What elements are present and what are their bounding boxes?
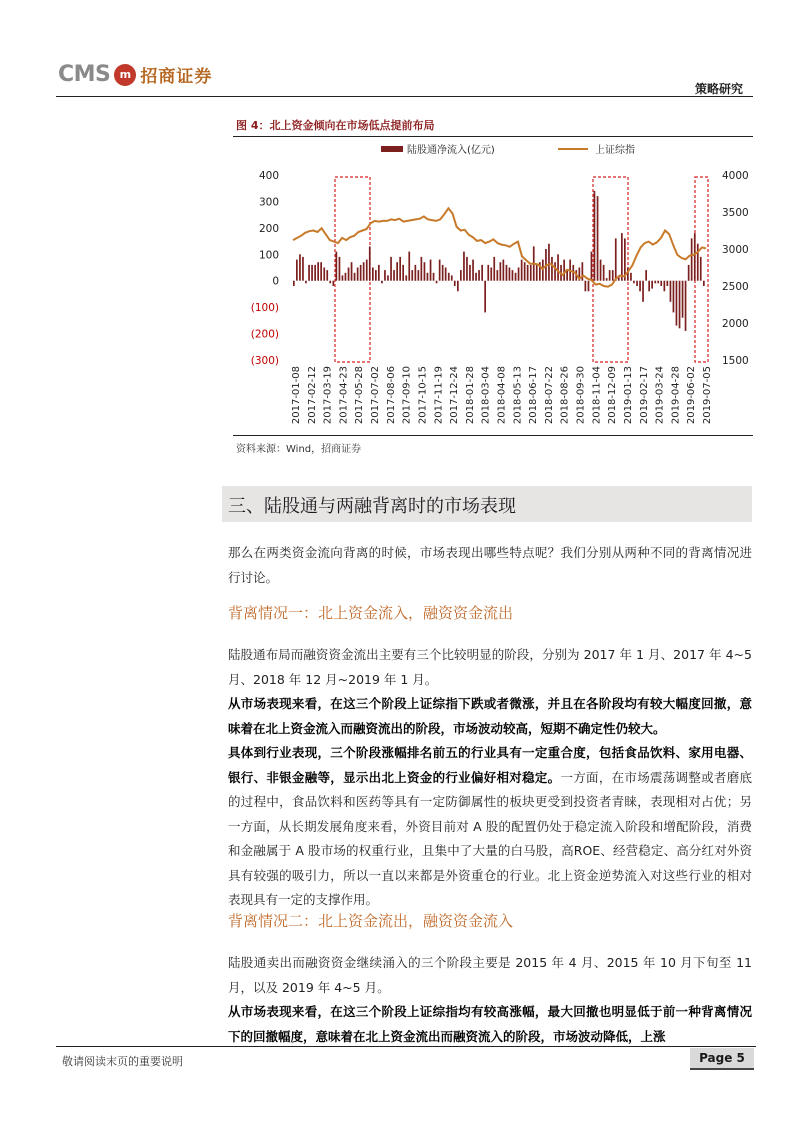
x-tick-label: 2017-07-02 — [370, 366, 381, 425]
x-tick-label: 2017-08-06 — [385, 366, 397, 425]
inflow-bar — [536, 265, 538, 281]
inflow-bar — [323, 268, 325, 281]
inflow-bar — [487, 265, 489, 281]
x-tick-label: 2018-08-26 — [559, 366, 571, 425]
inflow-bar — [615, 238, 617, 280]
inflow-bar — [548, 244, 550, 281]
inflow-bar — [345, 273, 347, 281]
paragraph-case-one-periods: 陆股通布局而融资资金流出主要有三个比较明显的阶段，分别为 2017 年 1 月、2017 年 4~5 月、2018 年 12 月~2019 年 1 月。 — [228, 647, 752, 687]
inflow-bar — [466, 257, 468, 281]
inflow-bars — [293, 191, 705, 331]
inflow-bar — [651, 281, 653, 289]
industry-rest-text: 一方面，在市场震荡调整或者磨底的过程中，食品饮料和医药等具有一定防御属性的板块更受到投资者青睐，表现相对占优；另一方面，从长期发展角度来看，外资目前对 A 股的配置仍处于稳定流入阶段和增配阶段，消费和金融属于 A 股市场的权重行业，且集中了大量的白马股，高ROE、经营稳定、高分红对外资具有较强的吸引力，所以一直以来都是外资重仓的行业。北上资金逆势流入对这些行业的相对表现具有一定的支撑作用。 — [228, 769, 752, 907]
inflow-bar — [588, 281, 590, 292]
inflow-bar — [600, 260, 602, 281]
inflow-bar — [703, 281, 705, 286]
logo-chinese: 招商证券 — [140, 67, 213, 87]
x-tick-label: 2018-05-13 — [512, 366, 524, 425]
right-tick-label: 2000 — [722, 318, 749, 330]
company-logo — [58, 62, 212, 87]
inflow-bar — [606, 278, 608, 281]
inflow-bar — [396, 262, 398, 281]
inflow-bar — [503, 260, 505, 281]
left-tick-label: 300 — [258, 196, 279, 209]
inflow-bar — [551, 257, 553, 281]
x-tick-label: 2017-09-10 — [401, 366, 413, 425]
inflow-bar — [336, 252, 338, 281]
inflow-bar — [679, 281, 681, 329]
chart — [233, 138, 753, 434]
inflow-bar — [497, 270, 499, 281]
inflow-bar — [448, 273, 450, 281]
inflow-bar — [648, 281, 650, 292]
inflow-bar — [478, 270, 480, 281]
inflow-bar — [667, 281, 669, 286]
inflow-bar — [633, 281, 635, 284]
paragraph-intro: 那么在两类资金流向背离的时候，市场表现出哪些特点呢？我们分别从两种不同的背离情况进行讨论。 — [228, 545, 752, 585]
inflow-bar — [481, 265, 483, 281]
inflow-bar — [348, 268, 350, 281]
inflow-bar — [527, 265, 529, 281]
right-tick-label: 4000 — [722, 170, 749, 182]
inflow-bar — [314, 265, 316, 281]
inflow-bar — [430, 260, 432, 281]
inflow-bar — [305, 281, 307, 284]
left-tick-label: 200 — [258, 222, 279, 235]
x-tick-label: 2018-11-04 — [591, 366, 603, 425]
inflow-bar — [524, 262, 526, 281]
x-tick-label: 2017-01-08 — [291, 366, 302, 425]
figure-top-rule — [233, 136, 753, 137]
legend-label-inflow: 陆股通净流入(亿元) — [407, 145, 495, 156]
inflow-bar — [402, 265, 404, 281]
inflow-bar — [612, 270, 614, 281]
inflow-bar — [591, 252, 593, 281]
inflow-bar — [475, 273, 477, 281]
x-tick-label: 2017-03-19 — [322, 366, 334, 425]
inflow-bar — [457, 281, 459, 292]
inflow-bar — [685, 281, 687, 331]
inflow-bar — [621, 233, 623, 281]
right-tick-label: 2500 — [722, 281, 749, 293]
section-title: 三、陆股通与两融背离时的市场表现 — [228, 496, 516, 517]
inflow-bar — [317, 262, 319, 281]
inflow-bar — [366, 260, 368, 281]
inflow-bar — [390, 257, 392, 281]
inflow-bar — [688, 265, 690, 281]
paragraph-case-one-market: 从市场表现来看，在这三个阶段上证综指下跌或者微涨，并且在各阶段均有较大幅度回撤，意味着在北上资金流入而融资流出的阶段，市场波动较高，短期不确定性仍较大。 — [228, 696, 752, 736]
inflow-bar — [293, 281, 295, 286]
inflow-bar — [320, 262, 322, 281]
x-tick-label: 2018-03-04 — [480, 366, 492, 425]
inflow-bar — [326, 270, 328, 281]
inflow-bar — [673, 281, 675, 313]
inflow-bar — [360, 265, 362, 281]
x-tick-label: 2017-02-12 — [306, 366, 318, 425]
industry-bold-text: 具体到行业表现，三个阶段涨幅排名前五的行业具有一定重合度，包括食品饮料、家用电器、银行、非银金融等，显示出北上资金的行业偏好相对稳定。 — [228, 745, 752, 785]
inflow-bar — [472, 260, 474, 281]
inflow-bar — [418, 270, 420, 281]
left-tick-label: 100 — [258, 249, 279, 262]
inflow-bar — [433, 273, 435, 281]
right-tick-label: 3500 — [722, 207, 749, 219]
inflow-bar — [296, 260, 298, 281]
inflow-bar — [454, 281, 456, 286]
inflow-bar — [357, 268, 359, 281]
left-tick-label: 0 — [272, 275, 279, 288]
inflow-bar — [384, 270, 386, 281]
inflow-bar — [378, 265, 380, 281]
inflow-bar — [585, 281, 587, 292]
x-tick-label: 2017-05-28 — [354, 366, 366, 425]
x-tick-label: 2018-09-30 — [575, 366, 587, 425]
inflow-bar — [484, 281, 486, 313]
subheading-case-two: 背离情况二：北上资金流出，融资资金流入 — [228, 912, 514, 930]
inflow-bar — [333, 281, 335, 286]
page-number: Page 5 — [690, 1048, 754, 1070]
inflow-bar — [405, 275, 407, 280]
inflow-bar — [515, 273, 517, 281]
inflow-bar — [691, 238, 693, 280]
header-divider — [56, 96, 753, 97]
x-tick-label: 2018-06-17 — [528, 366, 540, 425]
paragraph-case-one-industry — [228, 741, 752, 913]
subheading-case-one: 背离情况一：北上资金流入，融资资金流出 — [228, 604, 514, 622]
x-tick-label: 2017-11-19 — [433, 366, 445, 425]
inflow-bar — [697, 244, 699, 281]
figure-title: 图 4：北上资金倾向在市场低点提前布局 — [236, 119, 435, 132]
inflow-bar — [500, 262, 502, 281]
inflow-bar — [354, 273, 356, 281]
inflow-bar — [339, 257, 341, 281]
inflow-bar — [427, 273, 429, 281]
inflow-bar — [512, 270, 514, 281]
x-tick-label: 2018-12-09 — [607, 366, 619, 425]
inflow-bar — [436, 281, 438, 284]
inflow-bar — [411, 270, 413, 281]
inflow-bar — [408, 252, 410, 281]
inflow-bar — [302, 257, 304, 281]
left-tick-label: (200) — [250, 328, 279, 341]
right-tick-label: 1500 — [722, 355, 749, 367]
x-axis — [291, 366, 713, 424]
inflow-bar — [329, 281, 331, 284]
inflow-bar — [660, 281, 662, 286]
inflow-bar — [557, 254, 559, 280]
inflow-bar — [493, 257, 495, 281]
inflow-bar — [299, 254, 301, 280]
inflow-bar — [664, 281, 666, 292]
footer-note: 敬请阅读末页的重要说明 — [62, 1055, 183, 1068]
inflow-bar — [460, 270, 462, 281]
legend-bar-swatch — [381, 146, 403, 152]
inflow-bar — [530, 265, 532, 281]
x-tick-label: 2018-07-22 — [543, 366, 555, 425]
inflow-bar — [442, 265, 444, 281]
inflow-bar — [645, 270, 647, 281]
inflow-bar — [363, 262, 365, 281]
inflow-bar — [399, 257, 401, 281]
inflow-bar — [308, 265, 310, 281]
left-axis — [251, 170, 279, 367]
inflow-bar — [369, 246, 371, 280]
inflow-bar — [509, 268, 511, 281]
logo-latin: CMS — [58, 62, 111, 87]
inflow-bar — [694, 233, 696, 281]
section-header — [222, 486, 752, 522]
x-tick-label: 2018-01-28 — [464, 366, 476, 425]
x-tick-label: 2017-10-15 — [417, 366, 429, 425]
inflow-bar — [521, 260, 523, 281]
left-tick-label: (300) — [250, 355, 279, 367]
left-tick-label: 400 — [258, 170, 279, 182]
inflow-bar — [463, 252, 465, 281]
inflow-bar — [597, 196, 599, 281]
paragraph-case-two-market: 从市场表现来看，在这三个阶段上证综指均有较高涨幅，最大回撤也明显低于前一种背离情况下的回撤幅度，意味着在北上资金流出而融资流入的阶段，市场波动降低，上涨 — [228, 1004, 752, 1044]
x-tick-label: 2019-07-05 — [702, 366, 713, 425]
inflow-bar — [506, 265, 508, 281]
inflow-bar — [636, 281, 638, 286]
inflow-bar — [387, 275, 389, 280]
right-tick-label: 3000 — [722, 244, 749, 256]
inflow-bar — [490, 268, 492, 281]
x-tick-label: 2019-04-28 — [670, 366, 682, 425]
logo-badge-icon: m — [114, 64, 136, 86]
inflow-bar — [421, 257, 423, 281]
inflow-bar — [603, 265, 605, 281]
inflow-bar — [311, 265, 313, 281]
x-tick-label: 2019-06-02 — [686, 366, 698, 425]
x-tick-label: 2018-04-08 — [496, 366, 508, 425]
x-tick-label: 2019-01-13 — [623, 366, 634, 425]
chart-legend — [381, 143, 635, 156]
inflow-bar — [469, 265, 471, 281]
inflow-bar — [654, 281, 656, 284]
inflow-bar — [676, 281, 678, 326]
x-tick-label: 2019-02-17 — [638, 366, 650, 425]
inflow-bar — [554, 262, 556, 281]
paragraph-case-two-periods: 陆股通卖出而融资资金继续涌入的三个阶段主要是 2015 年 4 月、2015 年 10 月下旬至 11 月，以及 2019 年 4~5 月。 — [228, 955, 752, 995]
inflow-bar — [393, 270, 395, 281]
inflow-bar — [372, 268, 374, 281]
inflow-bar — [563, 260, 565, 281]
inflow-bar — [639, 281, 641, 292]
inflow-bar — [657, 281, 659, 284]
x-tick-label: 2017-04-23 — [338, 366, 350, 425]
inflow-bar — [375, 270, 377, 281]
inflow-bar — [670, 281, 672, 302]
inflow-bar — [700, 257, 702, 281]
inflow-bar — [609, 270, 611, 281]
legend-label-index: 上证综指 — [595, 145, 635, 156]
inflow-bar — [518, 268, 520, 281]
inflow-bar — [381, 281, 383, 284]
right-axis — [722, 170, 749, 367]
inflow-bar — [682, 281, 684, 318]
footer-divider — [56, 1046, 756, 1047]
x-tick-label: 2019-03-24 — [654, 366, 666, 425]
report-type: 策略研究 — [694, 82, 743, 96]
x-tick-label: 2017-12-24 — [449, 366, 461, 425]
figure-bottom-rule — [233, 435, 753, 436]
inflow-bar — [342, 275, 344, 280]
figure-source: 资料来源：Wind，招商证券 — [236, 444, 362, 455]
inflow-bar — [439, 260, 441, 281]
inflow-bar — [594, 191, 596, 281]
inflow-bar — [424, 262, 426, 281]
inflow-bar — [351, 262, 353, 281]
inflow-bar — [415, 265, 417, 281]
inflow-bar — [451, 275, 453, 280]
left-tick-label: (100) — [250, 302, 279, 315]
inflow-bar — [642, 281, 644, 302]
inflow-bar — [445, 268, 447, 281]
inflow-bar — [630, 273, 632, 281]
